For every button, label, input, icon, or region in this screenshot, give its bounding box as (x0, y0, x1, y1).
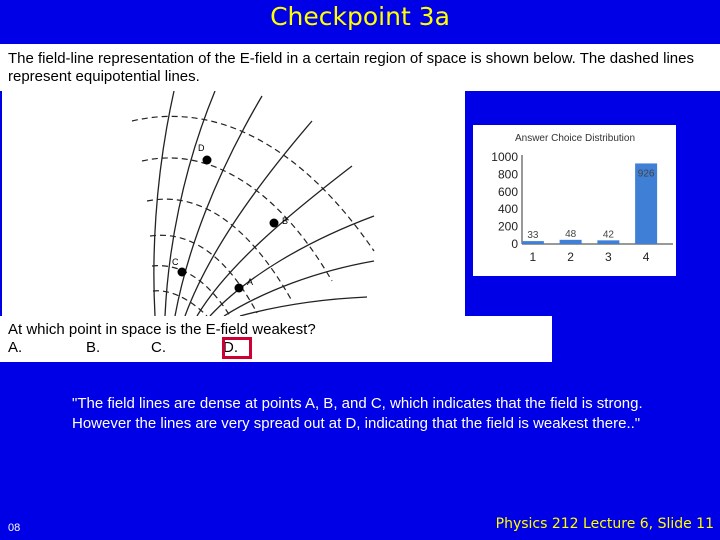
y-tick-label: 600 (497, 184, 518, 199)
field-line-figure (2, 91, 465, 316)
data-label-1: 33 (527, 230, 539, 242)
x-tick-label-3: 3 (605, 250, 612, 264)
point-label-a: A (247, 277, 254, 287)
slide-number: 08 (8, 522, 21, 534)
point-b-dot (270, 219, 279, 228)
bar-2 (560, 240, 582, 244)
data-label-4: 926 (637, 168, 655, 180)
field-line-diagram (2, 91, 465, 316)
slide-title: Checkpoint 3a (270, 2, 450, 31)
data-label-3: 42 (602, 229, 614, 241)
choice-a: A. (8, 339, 23, 356)
choice-c: C. (151, 339, 166, 356)
point-label-d: D (198, 143, 205, 153)
y-tick-label: 1000 (491, 150, 518, 164)
correct-answer-highlight (222, 337, 252, 359)
intro-text: The field-line representation of the E-field in a certain region of space is shown below. The dashed lines represent equipotential lines. (0, 44, 720, 91)
point-c-dot (178, 268, 187, 277)
chart-title: Answer Choice Distribution (514, 133, 636, 144)
x-tick-label-2: 2 (567, 250, 574, 264)
x-tick-label-4: 4 (642, 250, 650, 264)
field-line (165, 91, 215, 316)
question-text: At which point in space is the E-field weakest? (8, 321, 316, 338)
y-tick-label: 400 (497, 202, 518, 217)
point-a-dot (235, 284, 244, 293)
field-line (197, 166, 352, 316)
student-quote: "The field lines are dense at points A, B, and C, which indicates that the field is strong. However the lines are very spread out at D, indicating that the field is weakest there.." (72, 395, 643, 432)
bar-1 (522, 241, 544, 244)
bar-chart-svg (473, 125, 676, 276)
bar-3 (597, 240, 619, 244)
data-label-2: 48 (565, 228, 577, 240)
point-label-b: B (282, 216, 289, 226)
point-d-dot (203, 156, 212, 165)
choice-d: D. (223, 339, 238, 356)
field-line (240, 297, 367, 316)
choice-b: B. (86, 339, 101, 356)
point-label-c: C (172, 257, 179, 267)
field-line (154, 91, 174, 316)
y-tick-label: 800 (497, 167, 518, 182)
y-tick-label: 0 (511, 237, 518, 251)
x-tick-label-1: 1 (529, 250, 537, 264)
field-line (224, 261, 374, 316)
footer-caption: Physics 212 Lecture 6, Slide 11 (495, 516, 714, 532)
answer-choices (8, 339, 552, 357)
question-box (0, 316, 552, 362)
answer-distribution-chart (473, 125, 676, 276)
y-tick-label: 200 (497, 219, 518, 234)
